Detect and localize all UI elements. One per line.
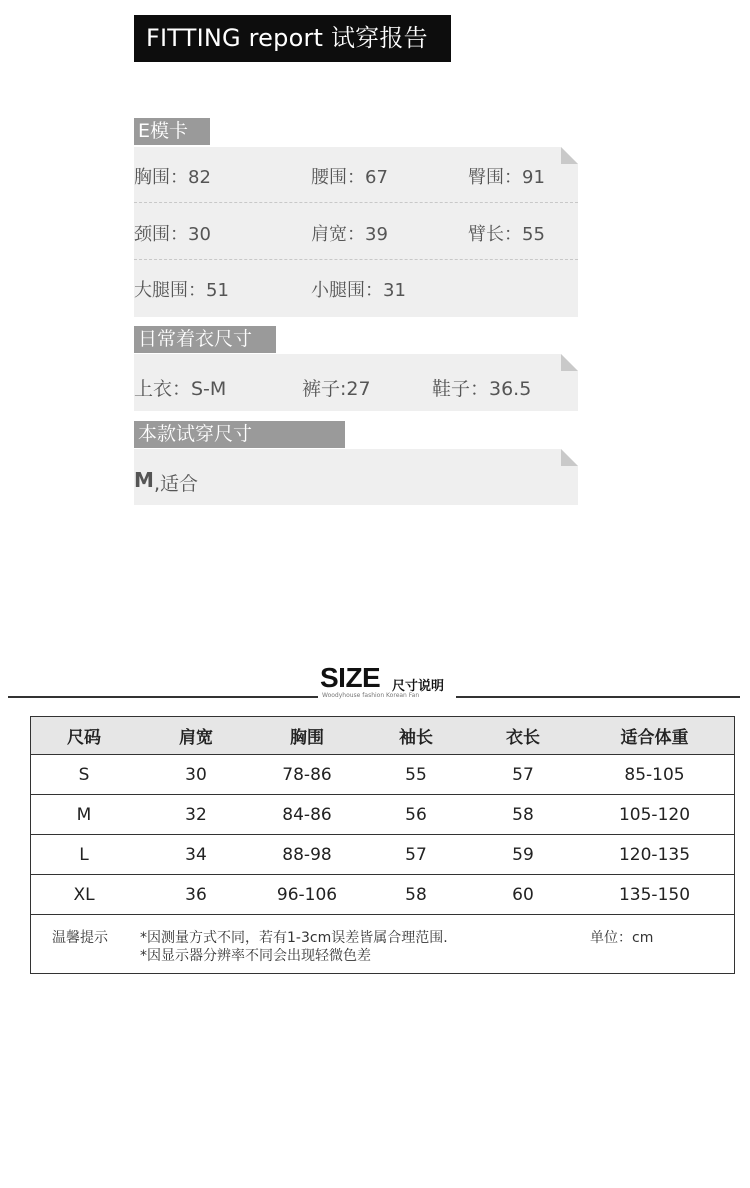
page-fold-icon <box>561 147 578 164</box>
waist-measurement: 腰围：67 <box>311 167 388 188</box>
trial-size-label: 本款试穿尺寸 <box>134 421 345 448</box>
pants-size: 裤子:27 <box>302 378 371 400</box>
cell-sleeve: 55 <box>360 755 472 795</box>
calf-measurement: 小腿围：31 <box>311 280 406 301</box>
bust-measurement: 胸围：82 <box>134 167 211 188</box>
table-row <box>30 875 735 915</box>
cell-weight: 105-120 <box>574 795 735 835</box>
cell-size: XL <box>30 875 138 915</box>
column-header-size: 尺码 <box>30 717 138 755</box>
cell-shoulder: 30 <box>138 755 254 795</box>
daily-size-panel <box>134 354 578 411</box>
cell-bust: 96-106 <box>254 875 360 915</box>
trial-size-value: M <box>134 468 154 492</box>
column-header-weight: 适合体重 <box>574 717 735 755</box>
divider-left <box>8 696 318 698</box>
table-row <box>30 795 735 835</box>
top-size: 上衣：S-M <box>134 378 227 400</box>
column-header-shoulder: 肩宽 <box>138 717 254 755</box>
cell-size: S <box>30 755 138 795</box>
cell-sleeve: 56 <box>360 795 472 835</box>
cell-length: 60 <box>472 875 574 915</box>
cell-length: 57 <box>472 755 574 795</box>
table-row <box>30 755 735 795</box>
daily-size-label: 日常着衣尺寸 <box>134 326 276 353</box>
table-row <box>30 835 735 875</box>
tips-label: 温馨提示 <box>52 930 108 946</box>
model-measurements-panel <box>134 147 578 317</box>
size-chart-table <box>30 716 735 915</box>
fitting-report-title: FITTING report 试穿报告 <box>134 15 451 62</box>
unit-label: 单位：cm <box>590 930 654 946</box>
cell-weight: 135-150 <box>574 875 735 915</box>
model-card-label: E模卡 <box>134 118 210 145</box>
cell-weight: 85-105 <box>574 755 735 795</box>
column-header-bust: 胸围 <box>254 717 360 755</box>
size-subheading: 尺寸说明 <box>392 679 445 694</box>
cell-bust: 84-86 <box>254 795 360 835</box>
shoulder-measurement: 肩宽：39 <box>311 224 388 245</box>
divider-right <box>456 696 740 698</box>
cell-bust: 88-98 <box>254 835 360 875</box>
table-header-row <box>30 717 735 755</box>
page-fold-icon <box>561 354 578 371</box>
column-header-length: 衣长 <box>472 717 574 755</box>
trial-size-fit-text: ,适合 <box>154 473 199 495</box>
divider <box>134 202 578 203</box>
cell-bust: 78-86 <box>254 755 360 795</box>
neck-measurement: 颈围：30 <box>134 224 211 245</box>
cell-weight: 120-135 <box>574 835 735 875</box>
cell-shoulder: 36 <box>138 875 254 915</box>
brand-tagline: Woodyhouse fashion Korean Fan <box>322 692 420 699</box>
thigh-measurement: 大腿围：51 <box>134 280 229 301</box>
cell-size: M <box>30 795 138 835</box>
tip-measurement-error: *因测量方式不同，若有1-3cm误差皆属合理范围. <box>140 930 448 946</box>
cell-shoulder: 34 <box>138 835 254 875</box>
page-fold-icon <box>561 449 578 466</box>
size-heading: SIZE <box>320 662 381 693</box>
cell-size: L <box>30 835 138 875</box>
cell-length: 58 <box>472 795 574 835</box>
divider <box>134 259 578 260</box>
shoe-size: 鞋子：36.5 <box>432 378 532 400</box>
cell-sleeve: 58 <box>360 875 472 915</box>
cell-sleeve: 57 <box>360 835 472 875</box>
cell-length: 59 <box>472 835 574 875</box>
cell-shoulder: 32 <box>138 795 254 835</box>
column-header-sleeve: 袖长 <box>360 717 472 755</box>
hip-measurement: 臀围：91 <box>468 167 545 188</box>
tip-color-difference: *因显示器分辨率不同会出现轻微色差 <box>140 948 371 964</box>
trial-size-panel <box>134 449 578 505</box>
arm-length-measurement: 臂长：55 <box>468 224 545 245</box>
